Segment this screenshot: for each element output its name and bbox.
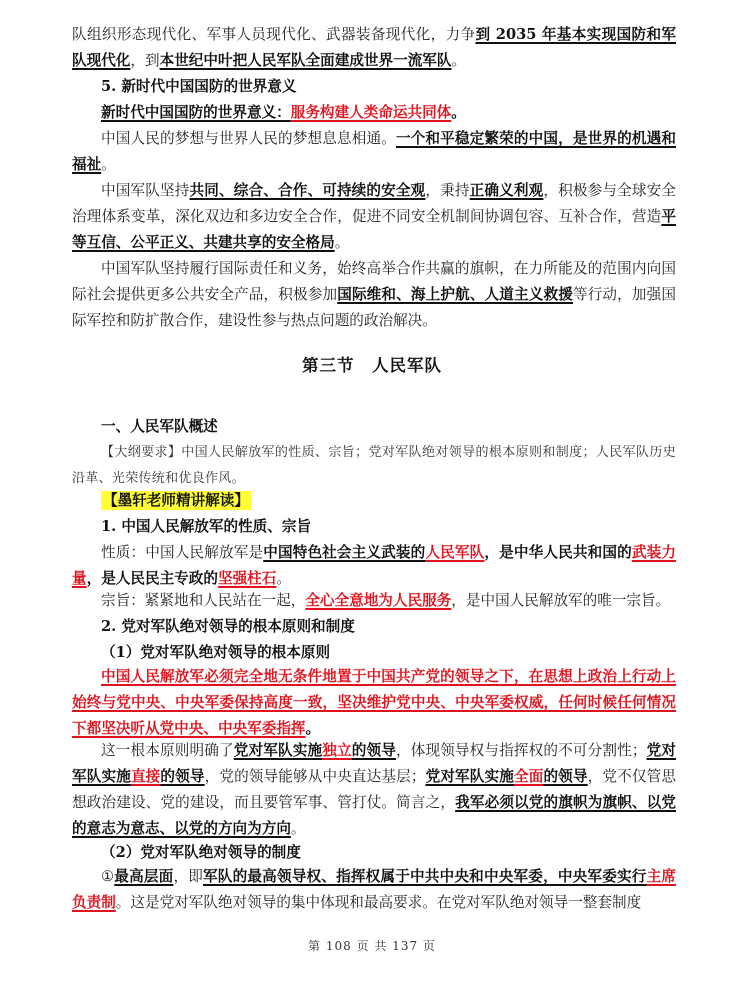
paragraph-world-significance: 新时代中国国防的世界意义：服务构建人类命运共同体。 (101, 104, 466, 121)
paragraph-leadership: 这一根本原则明确了党对军队实施独立的领导，体现领导权与指挥权的不可分割性；党对军队实施直接的领导，党的领导能够从中央直达基层；党对军队实施全面的领导，党不仅管思想政治建设、党的建设，而且要管军事、管打仗。简言之，我军必须以党的旗帜为旗帜、以党的意志为意志、以党的方向为方向。 (72, 742, 676, 837)
paragraph-purpose: 宗旨：紧紧地和人民站在一起，全心全意地为人民服务，是中国人民解放军的唯一宗旨。 (101, 592, 671, 609)
heading-2-1: （1）党对军队绝对领导的根本原则 (101, 644, 331, 661)
heading-2-2: （2）党对军队绝对领导的制度 (101, 844, 301, 861)
heading-1: 1. 中国人民解放军的性质、宗旨 (101, 518, 312, 535)
heading-5: 5. 新时代中国国防的世界意义 (101, 78, 297, 95)
paragraph-system: ①最高层面，即军队的最高领导权、指挥权属于中共中央和中央军委，中央军委实行主席负责制。这是党对军队绝对领导的集中体现和最高要求。在党对军队绝对领导一整套制度 (72, 868, 676, 911)
heading-overview: 一、人民军队概述 (101, 418, 218, 435)
paragraph-nature: 性质：中国人民解放军是中国特色社会主义武装的人民军队，是中华人民共和国的武装力量，是人民民主专政的坚强柱石。 (72, 544, 676, 587)
paragraph-security-view: 中国军队坚持共同、综合、合作、可持续的安全观，秉持正确义利观，积极参与全球安全治理体系变革，深化双边和多边安全合作，促进不同安全机制间协调包容、互补合作，营造平等互信、公平正义、共建共享的安全格局。 (72, 182, 676, 251)
teacher-note-label: 【墨轩老师精讲解读】 (103, 492, 249, 509)
heading-2: 2. 党对军队绝对领导的根本原则和制度 (101, 618, 355, 635)
syllabus-requirement: 【大纲要求】中国人民解放军的性质、宗旨；党对军队绝对领导的根本原则和制度；人民军队历史沿革、光荣传统和优良作风。 (72, 445, 676, 486)
paragraph-dream: 中国人民的梦想与世界人民的梦想息息相通。一个和平稳定繁荣的中国，是世界的机遇和福祉。 (72, 130, 676, 173)
paragraph-international-duty: 中国军队坚持履行国际责任和义务，始终高举合作共赢的旗帜，在力所能及的范围内向国际社会提供更多公共安全产品，积极参加国际维和、海上护航、人道主义救援等行动，加强国际军控和防扩散合作，建设性参与热点问题的政治解决。 (72, 260, 676, 329)
paragraph-principle: 中国人民解放军必须完全地无条件地置于中国共产党的领导之下，在思想上政治上行动上始终与党中央、中央军委保持高度一致，坚决维护党中央、中央军委权威，任何时候任何情况下都坚决听从党中央、中央军委指挥。 (72, 668, 676, 737)
page-footer: 第 108 页 共 137 页 (308, 939, 436, 953)
paragraph-modernization: 队组织形态现代化、军事人员现代化、武器装备现代化，力争到 2035 年基本实现国防和军队现代化，到本世纪中叶把人民军队全面建成世界一流军队。 (72, 26, 676, 69)
section-title: 第三节 人民军队 (302, 356, 442, 375)
